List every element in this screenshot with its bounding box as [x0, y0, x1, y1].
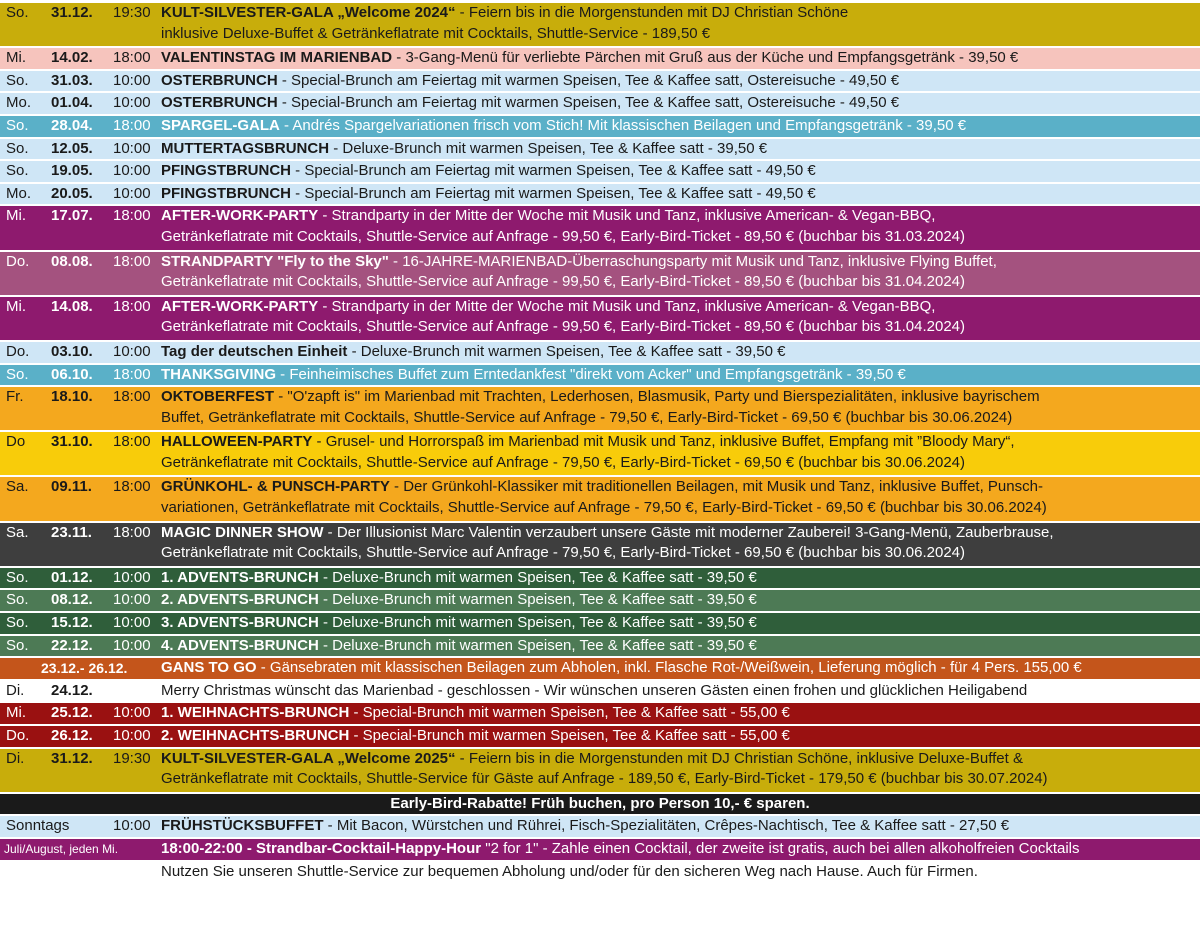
event-row: [0, 477, 1200, 520]
event-date: 01.04.: [51, 94, 93, 112]
event-row: [0, 703, 1200, 724]
event-time: 19:30: [113, 4, 151, 21]
event-text: - Special-Brunch mit warmen Speisen, Tee & Kaffee satt - 55,00 €: [349, 704, 790, 722]
event-title: 1. ADVENTS-BRUNCH: [161, 568, 319, 586]
event-text: - Feinheimisches Buffet zum Erntedankfest "direkt vom Acker" und Empfangsgetränk - 39,50 €: [276, 365, 906, 383]
event-date: 24.12.: [51, 681, 93, 699]
event-title: Tag der deutschen Einheit: [161, 342, 348, 360]
event-title: GRÜNKOHL- & PUNSCH-PARTY: [161, 478, 390, 496]
event-day: Juli/August, jeden Mi.: [4, 841, 119, 856]
event-date: 09.11.: [51, 478, 92, 496]
event-row: [0, 252, 1200, 295]
event-title: Early-Bird-Rabatte! Früh buchen, pro Person 10,- € sparen.: [390, 794, 810, 812]
event-row: [0, 432, 1200, 475]
event-text: - Deluxe-Brunch mit warmen Speisen, Tee & Kaffee satt - 39,50 €: [318, 591, 757, 609]
event-row: [0, 636, 1200, 657]
event-description: [161, 71, 899, 92]
event-date: 25.12.: [51, 704, 93, 722]
event-day: Mo.: [6, 184, 32, 202]
event-row: [0, 568, 1200, 589]
event-time: 18:00: [113, 523, 151, 541]
shuttle-note: [0, 862, 1200, 882]
event-title: KULT-SILVESTER-GALA „Welcome 2024“: [161, 4, 456, 21]
event-row: [0, 297, 1200, 340]
event-day: Do.: [6, 252, 30, 270]
event-time: 10:00: [113, 636, 151, 654]
event-date: 01.12.: [51, 568, 93, 586]
event-text: - Der Grünkohl-Klassiker mit traditionellen Beilagen, mit Musik und Tanz, inklusive Buffet, Punsch-: [389, 478, 1043, 496]
event-text-continued: Getränkeflatrate mit Cocktails, Shuttle-Service auf Anfrage - 79,50 €, Early-Bird-Ticket - 69,50 € (buchbar bis 30.06.2024): [161, 544, 966, 562]
event-text: - "O'zapft is" im Marienbad mit Trachten, Lederhosen, Blasmusik, Party und Bierspezialitäten, inklusive bayrischem: [274, 388, 1040, 406]
event-day: So.: [6, 162, 29, 180]
event-day: Do: [6, 433, 26, 451]
event-description: [161, 184, 816, 205]
event-day: Mi.: [6, 49, 26, 67]
event-text: - Special-Brunch am Feiertag mit warmen Speisen, Tee & Kaffee satt - 49,50 €: [291, 184, 816, 202]
event-row: [0, 116, 1200, 137]
event-text: - Der Illusionist Marc Valentin verzaubert unsere Gäste mit moderner Zauberei! 3-Gang-Menü, Zauberbrause,: [323, 523, 1054, 541]
event-day: Do.: [6, 727, 30, 744]
event-title: STRANDPARTY "Fly to the Sky": [161, 252, 389, 270]
event-description: [161, 3, 848, 44]
event-date: 08.12.: [51, 591, 93, 609]
event-row: [0, 93, 1200, 114]
event-description: [161, 658, 1082, 679]
event-description: [161, 161, 816, 182]
event-description: [161, 206, 965, 247]
event-date: 31.03.: [51, 71, 93, 89]
event-time: 18:00: [113, 433, 151, 451]
event-title: MAGIC DINNER SHOW: [161, 523, 324, 541]
event-row: [0, 816, 1200, 837]
event-description: [161, 432, 1015, 473]
event-title: VALENTINSTAG IM MARIENBAD: [161, 49, 393, 67]
event-description: [161, 839, 1080, 860]
event-time: 10:00: [113, 727, 151, 744]
event-description: [161, 681, 1027, 702]
event-description: [161, 139, 767, 160]
event-description: [161, 365, 906, 386]
event-time: 10:00: [113, 71, 151, 89]
event-date: 23.11.: [51, 523, 92, 541]
event-title: OSTERBRUNCH: [161, 94, 278, 112]
event-day: Do.: [6, 342, 30, 360]
event-day: So.: [6, 139, 29, 157]
event-description: [161, 116, 966, 137]
event-text-continued: inklusive Deluxe-Buffet & Getränkeflatrate mit Cocktails, Shuttle-Service - 189,50 €: [161, 24, 711, 42]
event-text: "2 for 1" - Zahle einen Cocktail, der zweite ist gratis, auch bei allen alkoholfreien Cocktails: [481, 839, 1080, 857]
event-title: 4. ADVENTS-BRUNCH: [161, 636, 319, 654]
event-text: - Deluxe-Brunch mit warmen Speisen, Tee & Kaffee satt - 39,50 €: [318, 636, 757, 654]
event-time: 10:00: [113, 568, 151, 586]
event-time: 10:00: [113, 817, 151, 835]
event-description: [161, 477, 1047, 518]
event-title: 18:00-22:00 - Strandbar-Cocktail-Happy-Hour: [161, 839, 482, 857]
event-time: 10:00: [113, 591, 151, 609]
event-day: Mo.: [6, 94, 32, 112]
event-text-continued: Buffet, Getränkeflatrate mit Cocktails, Shuttle-Service auf Anfrage - 79,50 €, Early-Bird-Ticket - 69,50 € (buchbar bis 30.06.2024): [161, 408, 1013, 426]
event-text: - Grusel- und Horrorspaß im Marienbad mit Musik und Tanz, inklusive Buffet, Empfang mit ”Bloody Mary“,: [312, 433, 1015, 451]
event-title: HALLOWEEN-PARTY: [161, 433, 313, 451]
event-row: [0, 658, 1200, 679]
event-time: 10:00: [113, 614, 151, 632]
event-time: 10:00: [113, 94, 151, 112]
event-row: [0, 613, 1200, 634]
event-text: - Feiern bis in die Morgenstunden mit DJ Christian Schöne: [455, 4, 849, 21]
event-row: [0, 161, 1200, 182]
event-text: - Deluxe-Brunch mit warmen Speisen, Tee & Kaffee satt - 39,50 €: [318, 614, 757, 632]
event-text-continued: Getränkeflatrate mit Cocktails, Shuttle-Service auf Anfrage - 99,50 €, Early-Bird-Ticket - 89,50 € (buchbar bis 31.04.2024): [161, 318, 966, 336]
event-time: 10:00: [113, 162, 151, 180]
event-title: OSTERBRUNCH: [161, 71, 278, 89]
event-text: - Special-Brunch am Feiertag mit warmen Speisen, Tee & Kaffee satt - 49,50 €: [291, 162, 816, 180]
event-time: 19:30: [113, 749, 151, 767]
event-day: So.: [6, 568, 29, 586]
event-title: AFTER-WORK-PARTY: [161, 297, 319, 315]
event-date: 22.12.: [51, 636, 93, 654]
event-text: - 16-JAHRE-MARIENBAD-Überraschungsparty mit Musik und Tanz, inklusive Flying Buffet,: [388, 252, 997, 270]
event-row: [0, 590, 1200, 611]
event-description: [161, 523, 1054, 564]
event-title: 2. ADVENTS-BRUNCH: [161, 591, 319, 609]
event-date: 31.10.: [51, 433, 93, 451]
early-bird-banner: [0, 794, 1200, 815]
event-row: [0, 184, 1200, 205]
event-date: 17.07.: [51, 207, 93, 225]
event-day: Mi.: [6, 297, 26, 315]
event-date: 28.04.: [51, 116, 93, 134]
event-description: [161, 297, 965, 338]
event-description: [161, 636, 757, 657]
event-date: 06.10.: [51, 365, 93, 383]
event-day: Di.: [6, 749, 25, 767]
event-title: 3. ADVENTS-BRUNCH: [161, 614, 319, 632]
event-time: 18:00: [113, 49, 151, 67]
event-row: [0, 681, 1200, 702]
event-time: 10:00: [113, 704, 151, 722]
event-title: FRÜHSTÜCKSBUFFET: [161, 817, 324, 835]
event-time: 18:00: [113, 478, 151, 496]
event-title: PFINGSTBRUNCH: [161, 162, 291, 180]
event-text: - Mit Bacon, Würstchen und Rührei, Fisch-Spezialitäten, Crêpes-Nachtisch, Tee & Kaffee satt - 27,50 €: [323, 817, 1010, 835]
event-day: So.: [6, 636, 29, 654]
event-day: Fr.: [6, 388, 24, 406]
event-description: [161, 48, 1018, 69]
event-text: - Special-Brunch am Feiertag mit warmen Speisen, Tee & Kaffee satt, Ostereisuche - 49,50 €: [277, 94, 900, 112]
event-text: - Deluxe-Brunch mit warmen Speisen, Tee & Kaffee satt - 39,50 €: [318, 568, 757, 586]
event-date: 08.08.: [51, 252, 93, 270]
event-title: MUTTERTAGSBRUNCH: [161, 139, 330, 157]
event-time: 18:00: [113, 297, 151, 315]
event-date: 31.12.: [51, 749, 93, 767]
event-text: - Deluxe-Brunch mit warmen Speisen, Tee & Kaffee satt - 39,50 €: [347, 342, 786, 360]
event-description: [161, 568, 757, 589]
event-day: Sonntags: [6, 817, 70, 835]
event-row: [0, 342, 1200, 363]
event-text-continued: Getränkeflatrate mit Cocktails, Shuttle-Service auf Anfrage - 99,50 €, Early-Bird-Ticket - 89,50 € (buchbar bis 31.04.2024): [161, 273, 966, 291]
event-date: 12.05.: [51, 139, 93, 157]
event-row: [0, 139, 1200, 160]
event-title: 2. WEIHNACHTS-BRUNCH: [161, 727, 350, 744]
event-time: 18:00: [113, 207, 151, 225]
event-row: [0, 387, 1200, 430]
event-text-continued: Getränkeflatrate mit Cocktails, Shuttle-Service für Gäste auf Anfrage - 189,50 €, Early-Bird-Ticket - 179,50 € (buchbar bis 30.07.2024): [161, 770, 1048, 788]
event-title: SPARGEL-GALA: [161, 116, 280, 134]
event-row: [0, 523, 1200, 566]
event-row: [0, 839, 1200, 860]
event-title: OKTOBERFEST: [161, 388, 275, 406]
event-description: [161, 749, 1048, 790]
event-row: [0, 206, 1200, 249]
event-row: [0, 726, 1200, 747]
event-time: 10:00: [113, 342, 151, 360]
event-day: So.: [6, 71, 29, 89]
event-text: - Gänsebraten mit klassischen Beilagen zum Abholen, inkl. Flasche Rot-/Weißwein, Lieferung möglich - für 4 Pers. 155,00 €: [256, 659, 1082, 677]
event-day: Di.: [6, 681, 25, 699]
event-day: Sa.: [6, 478, 29, 496]
event-description: [161, 93, 899, 114]
event-date: 20.05.: [51, 184, 93, 202]
event-text: Nutzen Sie unseren Shuttle-Service zur bequemen Abholung und/oder für den sicheren Weg nach Hause. Auch für Firmen.: [161, 862, 978, 880]
event-text: - Deluxe-Brunch mit warmen Speisen, Tee & Kaffee satt - 39,50 €: [329, 139, 768, 157]
event-title: KULT-SILVESTER-GALA „Welcome 2025“: [161, 749, 456, 767]
event-date: 18.10.: [51, 388, 93, 406]
event-time: 18:00: [113, 116, 151, 134]
event-time: 10:00: [113, 139, 151, 157]
event-description: [161, 613, 757, 634]
event-time: 10:00: [113, 184, 151, 202]
event-description: [161, 862, 978, 882]
event-date: 26.12.: [51, 727, 93, 744]
event-day: So.: [6, 591, 29, 609]
event-time: 18:00: [113, 388, 151, 406]
event-text: - Special-Brunch am Feiertag mit warmen Speisen, Tee & Kaffee satt, Ostereisuche - 49,50 €: [277, 71, 900, 89]
event-row: [0, 3, 1200, 46]
event-title: PFINGSTBRUNCH: [161, 184, 291, 202]
event-description: [161, 816, 1009, 837]
event-day: Mi.: [6, 207, 26, 225]
event-title: THANKSGIVING: [161, 365, 277, 383]
event-description: [161, 703, 790, 724]
event-title: GANS TO GO: [161, 659, 257, 677]
event-title: AFTER-WORK-PARTY: [161, 207, 319, 225]
event-description: [161, 726, 790, 747]
event-date: 15.12.: [51, 614, 93, 632]
event-text-continued: Getränkeflatrate mit Cocktails, Shuttle-Service auf Anfrage - 99,50 €, Early-Bird-Ticket - 89,50 € (buchbar bis 31.03.2024): [161, 227, 966, 245]
event-date: 19.05.: [51, 162, 93, 180]
event-day: So.: [6, 116, 29, 134]
event-row: [0, 365, 1200, 386]
event-day: Sa.: [6, 523, 29, 541]
event-text: - Special-Brunch mit warmen Speisen, Tee & Kaffee satt - 55,00 €: [349, 727, 790, 744]
event-description: [161, 252, 997, 293]
event-date: 14.08.: [51, 297, 93, 315]
event-date: 14.02.: [51, 49, 93, 67]
event-time: 18:00: [113, 365, 151, 383]
event-date: 31.12.: [51, 4, 93, 21]
event-description: [161, 342, 785, 363]
event-text: - Strandparty in der Mitte der Woche mit Musik und Tanz, inklusive American- & Vegan-BBQ,: [318, 207, 936, 225]
event-day: So.: [6, 614, 29, 632]
event-day: So.: [6, 365, 29, 383]
event-row: [0, 71, 1200, 92]
event-text: - Andrés Spargelvariationen frisch vom Stich! Mit klassischen Beilagen und Empfangsgetränk - 39,50 €: [279, 116, 967, 134]
event-date: 23.12.- 26.12.: [41, 660, 128, 677]
event-text: - Strandparty in der Mitte der Woche mit Musik und Tanz, inklusive American- & Vegan-BBQ,: [318, 297, 936, 315]
event-description: [161, 590, 757, 611]
event-row: [0, 749, 1200, 792]
event-text-continued: variationen, Getränkeflatrate mit Cocktails, Shuttle-Service auf Anfrage - 79,50 €, Early-Bird-Ticket - 69,50 € (buchbar bis 30.06.2024): [161, 499, 1047, 517]
event-text: - Feiern bis in die Morgenstunden mit DJ Christian Schöne, inklusive Deluxe-Buffet &: [455, 749, 1023, 767]
event-title: 1. WEIHNACHTS-BRUNCH: [161, 704, 350, 722]
event-day: Mi.: [6, 704, 26, 722]
event-day: So.: [6, 4, 29, 21]
event-text-continued: Getränkeflatrate mit Cocktails, Shuttle-Service auf Anfrage - 79,50 €, Early-Bird-Ticket - 69,50 € (buchbar bis 30.06.2024): [161, 453, 966, 471]
event-description: [161, 387, 1040, 428]
event-description: [0, 794, 1200, 815]
event-date: 03.10.: [51, 342, 93, 360]
event-text: - 3-Gang-Menü für verliebte Pärchen mit Gruß aus der Küche und Empfangsgetränk - 39,50 €: [392, 49, 1019, 67]
event-time: 18:00: [113, 252, 151, 270]
event-row: [0, 48, 1200, 69]
event-text: Merry Christmas wünscht das Marienbad - geschlossen - Wir wünschen unseren Gästen einen frohen und glücklichen Heiligabend: [161, 681, 1028, 699]
